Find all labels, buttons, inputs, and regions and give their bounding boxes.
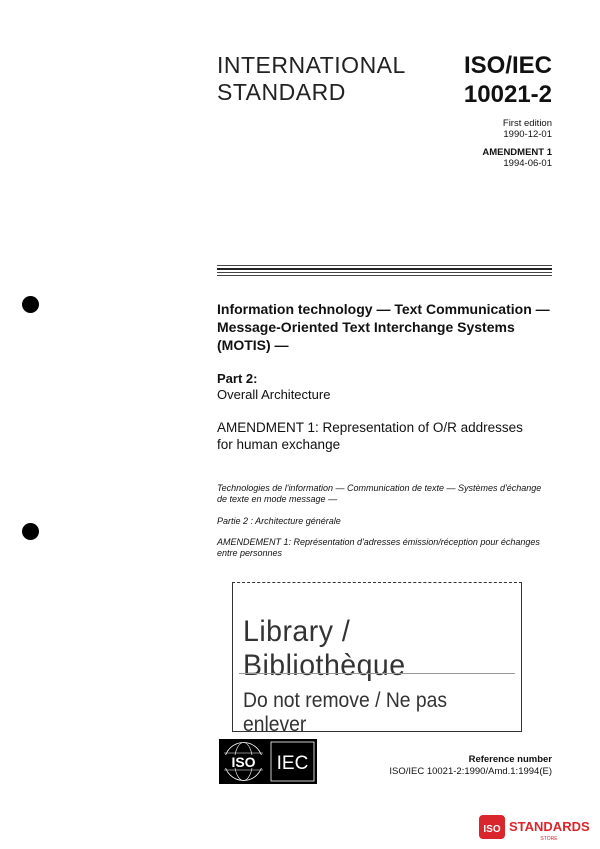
watermark-subtext: STORE xyxy=(540,836,558,842)
standard-code xyxy=(464,51,552,109)
iso-iec-logo-icon xyxy=(219,739,317,784)
iso-logo-text: ISO xyxy=(231,754,256,770)
stamp-remove-text: Do not remove / Ne pas enlever xyxy=(243,689,448,736)
title-line1: Information technology — Text Communication — xyxy=(217,301,550,317)
french-title-line1: Technologies de l'information — Communication de texte — Systèmes d'échange xyxy=(217,483,542,493)
reference-value: ISO/IEC 10021-2:1990/Amd.1:1994(E) xyxy=(389,766,552,777)
french-title xyxy=(217,483,562,505)
amendment-title-line2: for human exchange xyxy=(217,437,341,452)
header-divider xyxy=(217,265,552,278)
french-amendment xyxy=(217,537,562,559)
standard-code-line2: 10021-2 xyxy=(463,81,552,108)
stamp-divider xyxy=(239,673,515,674)
french-part: Partie 2 : Architecture générale xyxy=(217,516,341,526)
part-heading xyxy=(217,371,330,403)
amendment-title-line1: AMENDMENT 1: Representation of O/R addresses xyxy=(217,420,523,435)
part-label: Part 2: xyxy=(217,371,258,386)
iso-store-logo-icon xyxy=(479,812,591,842)
amendment-label: AMENDMENT 1 xyxy=(482,147,552,158)
document-type xyxy=(217,52,406,106)
document-title xyxy=(217,300,567,354)
binding-hole-top xyxy=(22,296,39,313)
document-type-line1: INTERNATIONAL xyxy=(217,52,406,78)
amendment-title xyxy=(217,419,567,453)
edition-date: 1990-12-01 xyxy=(503,129,552,140)
title-line3: (MOTIS) — xyxy=(217,337,289,353)
reference-number xyxy=(389,754,552,778)
edition-label: First edition xyxy=(502,118,552,129)
document-type-line2: STANDARD xyxy=(217,79,346,105)
title-line2: Message-Oriented Text Interchange Systems xyxy=(217,319,515,335)
part-name: Overall Architecture xyxy=(217,387,331,402)
watermark-text: STANDARDS xyxy=(509,819,590,834)
store-watermark xyxy=(479,812,591,842)
amendment-date: 1994-06-01 xyxy=(503,158,552,169)
edition-info xyxy=(482,118,552,169)
binding-hole-bottom xyxy=(22,523,39,540)
iec-logo-text: IEC xyxy=(276,753,309,774)
stamp-library-text: Library / Bibliothèque xyxy=(243,615,406,682)
library-stamp xyxy=(232,582,522,736)
french-amendment-line1: AMENDEMENT 1: Représentation d'adresses émission/réception pour échanges xyxy=(217,537,540,547)
french-title-line2: de texte en mode message — xyxy=(217,494,338,504)
french-amendment-line2: entre personnes xyxy=(217,548,283,558)
watermark-badge-text: ISO xyxy=(483,824,501,835)
iso-iec-logos xyxy=(219,739,317,784)
standard-code-line1: ISO/IEC xyxy=(463,52,552,79)
reference-label: Reference number xyxy=(468,754,552,765)
